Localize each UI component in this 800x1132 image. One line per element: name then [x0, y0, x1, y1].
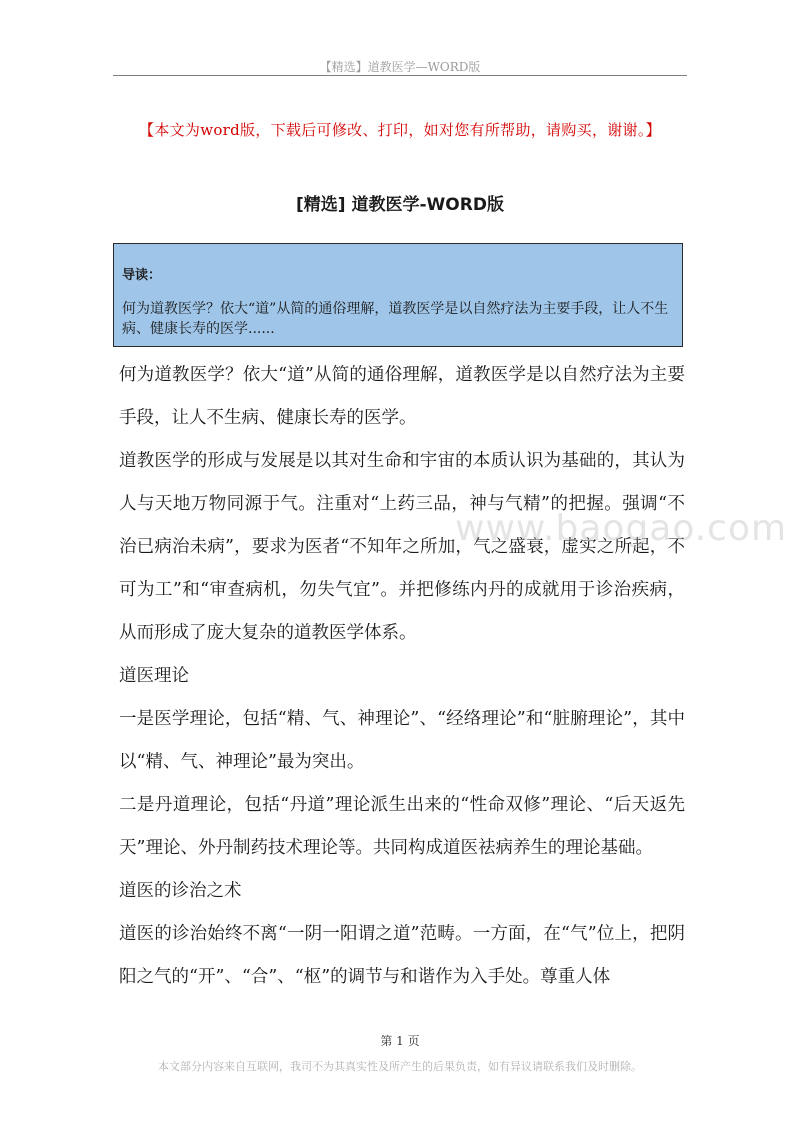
guide-label: 导读：	[122, 268, 162, 283]
download-notice: 【本文为word版，下载后可修改、打印，如对您有所帮助，请购买，谢谢。】	[139, 121, 661, 139]
paragraph: 道医的诊治始终不离“一阴一阳谓之道”范畴。一方面，在“气”位上，把阴阳之气的“开”、“合”、“枢”的调节与和谐作为入手处。尊重人体	[119, 924, 685, 987]
section-heading: 道医的诊治之术	[119, 881, 242, 901]
header-divider	[113, 75, 687, 76]
section-heading: 道医理论	[119, 666, 189, 686]
footer-disclaimer: 本文部分内容来自互联网，我司不为其真实性及所产生的后果负责，如有异议请联系我们及时删除。	[158, 1060, 642, 1073]
page-number: 第 1 页	[380, 1034, 420, 1048]
paragraph: 道教医学的形成与发展是以其对生命和宇宙的本质认识为基础的，其认为人与天地万物同源于气。注重对“上药三品，神与气精”的把握。强调“不治已病治未病”，要求为医者“不知年之所加，气之盛衰，虚实之所起，不可为工”和“审查病机，勿失气宜”。并把修练内丹的成就用于诊治疾病，从而形成了庞大复杂的道教医学体系。	[119, 451, 685, 643]
guide-text: 何为道教医学？依大“道”从简的通俗理解，道教医学是以自然疗法为主要手段，让人不生病、健康长寿的医学......	[122, 301, 669, 337]
document-title: [精选] 道教医学-WORD版	[296, 195, 504, 215]
document-body	[119, 354, 685, 999]
guide-box	[113, 243, 683, 347]
paragraph: 二是丹道理论，包括“丹道”理论派生出来的“性命双修”理论、“后天返先天”理论、外丹制药技术理论等。共同构成道医祛病养生的理论基础。	[119, 795, 685, 858]
running-header: 【精选】道教医学—WORD版	[319, 60, 481, 74]
paragraph: 何为道教医学？依大“道”从简的通俗理解，道教医学是以自然疗法为主要手段，让人不生病、健康长寿的医学。	[119, 365, 685, 428]
watermark: www.baogao.com	[455, 508, 788, 549]
paragraph: 一是医学理论，包括“精、气、神理论”、“经络理论”和“脏腑理论”，其中以“精、气、神理论”最为突出。	[119, 709, 685, 772]
